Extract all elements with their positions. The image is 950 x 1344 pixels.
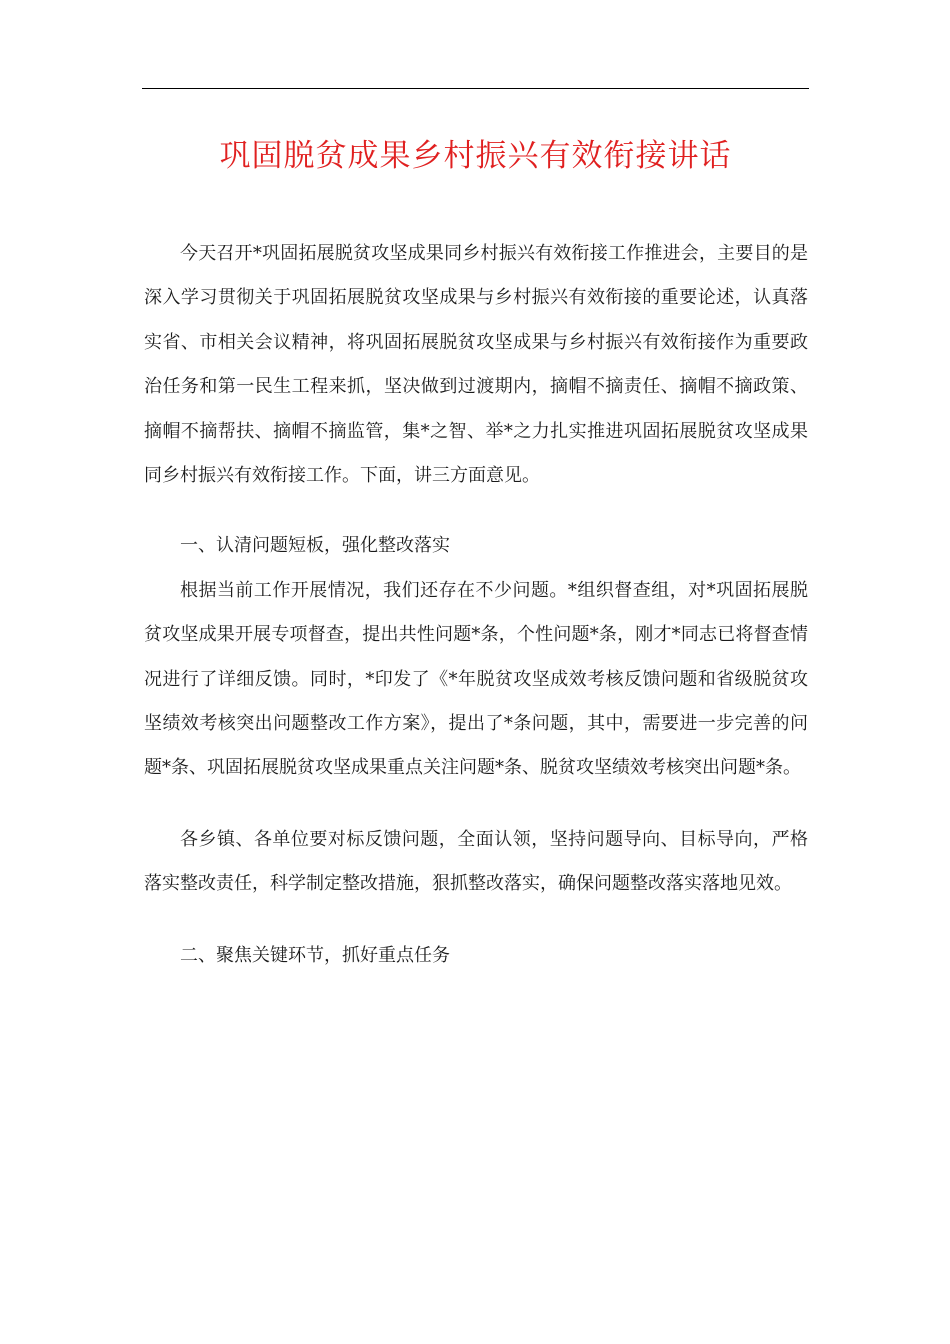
document-body	[144, 232, 808, 978]
section-heading-2: 二、聚焦关键环节，抓好重点任务	[180, 944, 450, 966]
document-title: 巩固脱贫成果乡村振兴有效衔接讲话	[219, 138, 732, 174]
header-rule	[142, 88, 809, 89]
intro-paragraph: 今天召开*巩固拓展脱贫攻坚成果同乡村振兴有效衔接工作推进会，主要目的是深入学习贯彻关于巩固拓展脱贫攻坚成果与乡村振兴有效衔接的重要论述，认真落实省、市相关会议精神，将巩固拓展脱贫攻坚成果与乡村振兴有效衔接作为重要政治任务和第一民生工程来抓，坚决做到过渡期内，摘帽不摘责任、摘帽不摘政策、摘帽不摘帮扶、摘帽不摘监管，集*之智、举*之力扎实推进巩固拓展脱贫攻坚成果同乡村振兴有效衔接工作。下面，讲三方面意见。	[144, 243, 808, 487]
section-heading-1: 一、认清问题短板，强化整改落实	[180, 535, 450, 557]
section-1-paragraph-1: 根据当前工作开展情况，我们还存在不少问题。*组织督查组，对*巩固拓展脱贫攻坚成果开展专项督查，提出共性问题*条，个性问题*条，刚才*同志已将督查情况进行了详细反馈。同时，*印发了《*年脱贫攻坚成效考核反馈问题和省级脱贫攻坚绩效考核突出问题整改工作方案》，提出了*条问题，其中，需要进一步完善的问题*条、巩固拓展脱贫攻坚成果重点关注问题*条、脱贫攻坚绩效考核突出问题*条。	[144, 579, 808, 779]
section-1-paragraph-2: 各乡镇、各单位要对标反馈问题，全面认领，坚持问题导向、目标导向，严格落实整改责任，科学制定整改措施，狠抓整改落实，确保问题整改落实落地见效。	[144, 828, 808, 895]
